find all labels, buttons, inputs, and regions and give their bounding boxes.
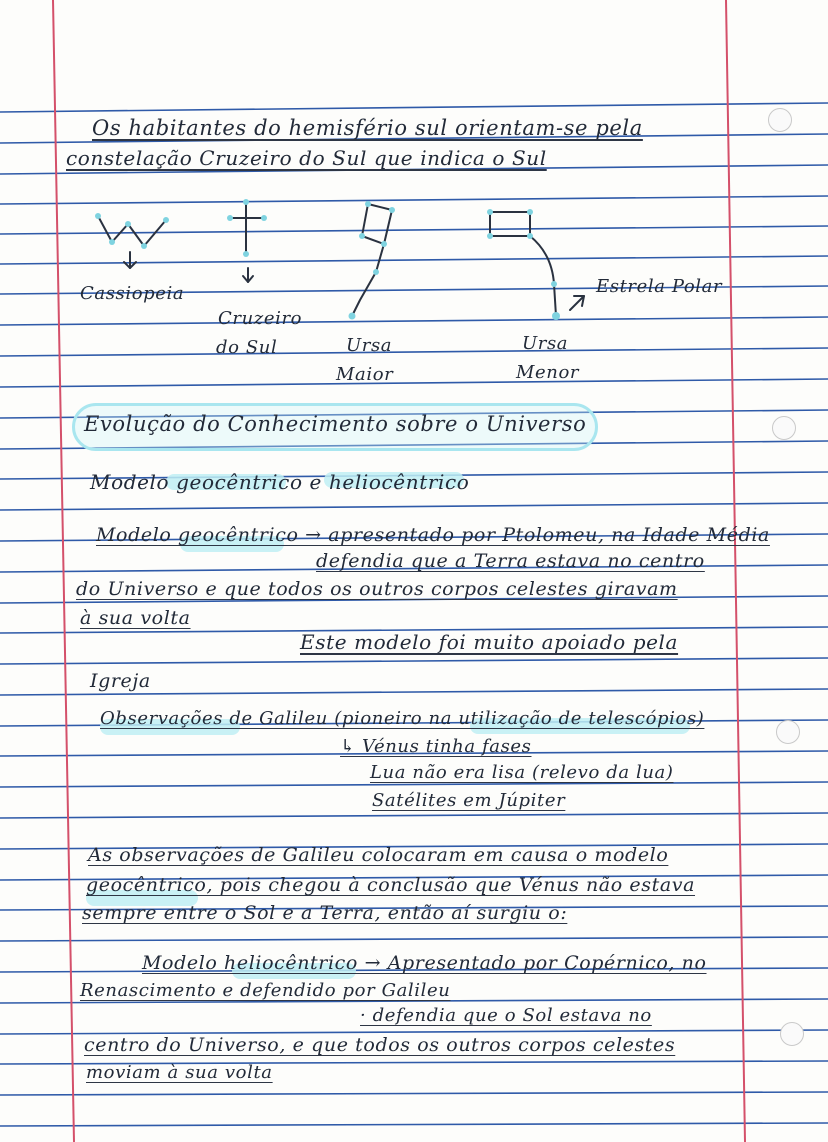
label-ursa-menor-1: Ursa	[522, 333, 569, 354]
geo-line-6: Igreja	[90, 670, 151, 692]
label-ursa-maior-1: Ursa	[346, 335, 393, 356]
text-line-1: Os habitantes do hemisfério sul orientam-se pela	[92, 116, 643, 140]
galileo-line-4: Satélites em Júpiter	[372, 790, 566, 811]
galileo-line-2: ↳ Vénus tinha fases	[340, 736, 532, 757]
obs-line-1: As observações de Galileu colocaram em causa o modelo	[88, 844, 669, 866]
binder-hole	[768, 108, 792, 132]
helio-line-4: centro do Universo, e que todos os outros corpos celestes	[84, 1034, 676, 1056]
section-heading: Evolução do Conhecimento sobre o Universo	[84, 412, 587, 436]
label-cassiopeia: Cassiopeia	[80, 283, 185, 304]
binder-hole	[776, 720, 800, 744]
helio-line-1: Modelo heliocêntrico → Apresentado por Copérnico, no	[142, 952, 707, 974]
ursa-maior-shape	[362, 204, 392, 244]
label-cruzeiro-2: do Sul	[216, 337, 278, 358]
binder-hole	[772, 416, 796, 440]
helio-line-5: moviam à sua volta	[86, 1062, 273, 1083]
galileo-line-1: Observações de Galileu (pioneiro na utilização de telescópios)	[100, 708, 705, 729]
cassiopeia-shape	[98, 216, 166, 246]
galileo-line-3: Lua não era lisa (relevo da lua)	[370, 762, 674, 783]
text-line-2: constelação Cruzeiro do Sul que indica o Sul	[66, 146, 547, 170]
constellation-diagram	[0, 190, 760, 330]
label-estrela-polar: Estrela Polar	[596, 276, 723, 297]
label-cruzeiro-1: Cruzeiro	[218, 308, 303, 329]
subheading: Modelo geocêntrico e heliocêntrico	[90, 470, 470, 494]
label-ursa-menor-2: Menor	[516, 362, 580, 383]
obs-line-3: sempre entre o Sol e a Terra, então aí surgiu o:	[82, 902, 568, 924]
geo-line-4: à sua volta	[80, 607, 191, 629]
geo-line-3: do Universo e que todos os outros corpos celestes giravam	[76, 578, 678, 600]
geo-line-5: Este modelo foi muito apoiado pela	[300, 630, 679, 654]
geo-line-2: defendia que a Terra estava no centro	[316, 550, 705, 572]
geo-line-1: Modelo geocêntrico → apresentado por Ptolomeu, na Idade Média	[96, 524, 770, 546]
ursa-menor-shape	[490, 212, 530, 236]
obs-line-2: geocêntrico, pois chegou à conclusão que Vénus não estava	[86, 874, 696, 896]
label-ursa-maior-2: Maior	[336, 364, 394, 385]
helio-line-2: Renascimento e defendido por Galileu	[80, 980, 451, 1001]
helio-line-3: · defendia que o Sol estava no	[360, 1005, 652, 1026]
binder-hole	[780, 1022, 804, 1046]
